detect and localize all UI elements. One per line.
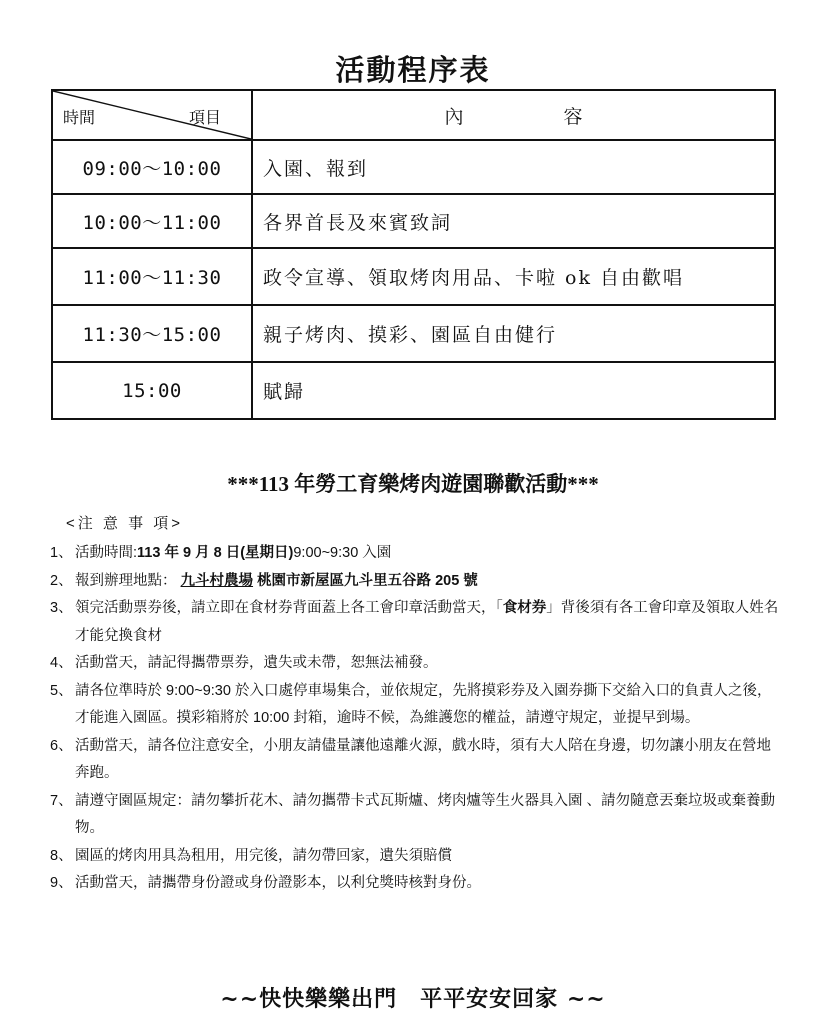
row-content: 親子烤肉、摸彩、園區自由健行: [252, 305, 775, 362]
row-content: 賦歸: [252, 362, 775, 419]
note-text: 活動當天，請各位注意安全，小朋友請儘量讓他遠離火源，戲水時，須有大人陪在身邊，切勿讓小朋友在營地奔跑。: [75, 737, 771, 781]
list-item: [50, 870, 780, 898]
note-text: 活動當天，請記得攜帶票券，遺失或未帶，恕無法補發。: [75, 655, 438, 671]
note-number: 2、: [50, 572, 73, 589]
table-header-row: [52, 90, 775, 140]
note-number: 7、: [50, 792, 73, 809]
note-number: 5、: [50, 682, 73, 699]
list-item: [50, 733, 780, 788]
header-diagonal-cell: [52, 90, 252, 140]
note-rest: 9:00~9:30 入園: [293, 545, 392, 561]
table-row: [52, 140, 775, 194]
note-part-b: 」背後須有各工會印章及領取人姓名才能兌換食材: [75, 600, 779, 644]
venue-address: 桃園市新屋區九斗里五谷路 205 號: [257, 572, 478, 589]
row-time: 11:30～15:00: [52, 305, 252, 362]
row-time: 09:00～10:00: [52, 140, 252, 194]
event-title: ***113 年勞工育樂烤肉遊園聯歡活動***: [227, 472, 599, 496]
list-item: [50, 540, 780, 568]
notes-list: [50, 540, 780, 898]
note-number: 4、: [50, 655, 73, 671]
note-prefix: 活動時間:: [75, 545, 138, 561]
table-row: [52, 362, 775, 419]
page-title: [0, 48, 826, 89]
header-content-label: 內容: [252, 90, 775, 140]
table-row: [52, 194, 775, 248]
list-item: [50, 788, 780, 843]
note-text: 請各位準時於 9:00~9:30 於入口處停車場集合，並依規定，先將摸彩券及入園券撕下交給入口的負責人之後，才能進入園區。摸彩箱將於 10:00 封箱，逾時不候，為維護您的權益，請遵守規定，並提早到場。: [75, 682, 772, 726]
table-row: [52, 305, 775, 362]
table-row: [52, 248, 775, 305]
list-item: [50, 843, 780, 871]
note-number: 3、: [50, 600, 73, 616]
notes-heading: <注 意 事 項>: [66, 515, 184, 532]
row-content: 各界首長及來賓致詞: [252, 194, 775, 248]
note-text: [75, 595, 780, 650]
schedule-table: [51, 89, 776, 420]
row-content: 入園、報到: [252, 140, 775, 194]
note-text: 請遵守園區規定：請勿攀折花木、請勿攜帶卡式瓦斯爐、烤肉爐等生火器具入園 、請勿隨意丟棄垃圾或棄養動物。: [75, 792, 776, 836]
note-text: [75, 540, 780, 568]
note-number: 8、: [50, 847, 73, 864]
venue-name: 九斗村農場: [180, 572, 254, 589]
row-time: 15:00: [52, 362, 252, 419]
note-number: 6、: [50, 737, 73, 754]
note-number: 9、: [50, 875, 73, 891]
note-prefix: 報到辦理地點：: [75, 572, 177, 589]
note-text: 活動當天，請攜帶身份證或身份證影本，以利兌獎時核對身份。: [75, 875, 481, 891]
list-item: [50, 678, 780, 733]
page-title-text: 活動程序表: [335, 53, 490, 91]
note-text: 園區的烤肉用具為租用，用完後，請勿帶回家，遺失須賠償: [75, 847, 452, 864]
list-item: [50, 595, 780, 650]
header-time-label: 時間: [63, 108, 96, 127]
list-item: [50, 568, 780, 596]
note-number: 1、: [50, 545, 73, 561]
row-time: 10:00～11:00: [52, 194, 252, 248]
note-part-a: 領完活動票券後，請立即在食材券背面蓋上各工會印章活動當天，「: [75, 600, 503, 616]
note-text: [75, 568, 780, 596]
header-item-label: 項目: [189, 108, 222, 127]
list-item: [50, 650, 780, 678]
footer-slogan: ~~快快樂樂出門 平平安安回家 ~~: [220, 986, 606, 1012]
note-bold: 食材券: [502, 600, 547, 616]
row-content: 政令宣導、領取烤肉用品、卡啦 ok 自由歡唱: [252, 248, 775, 305]
row-time: 11:00～11:30: [52, 248, 252, 305]
note-date: 113 年 9 月 8 日(星期日): [137, 545, 294, 561]
